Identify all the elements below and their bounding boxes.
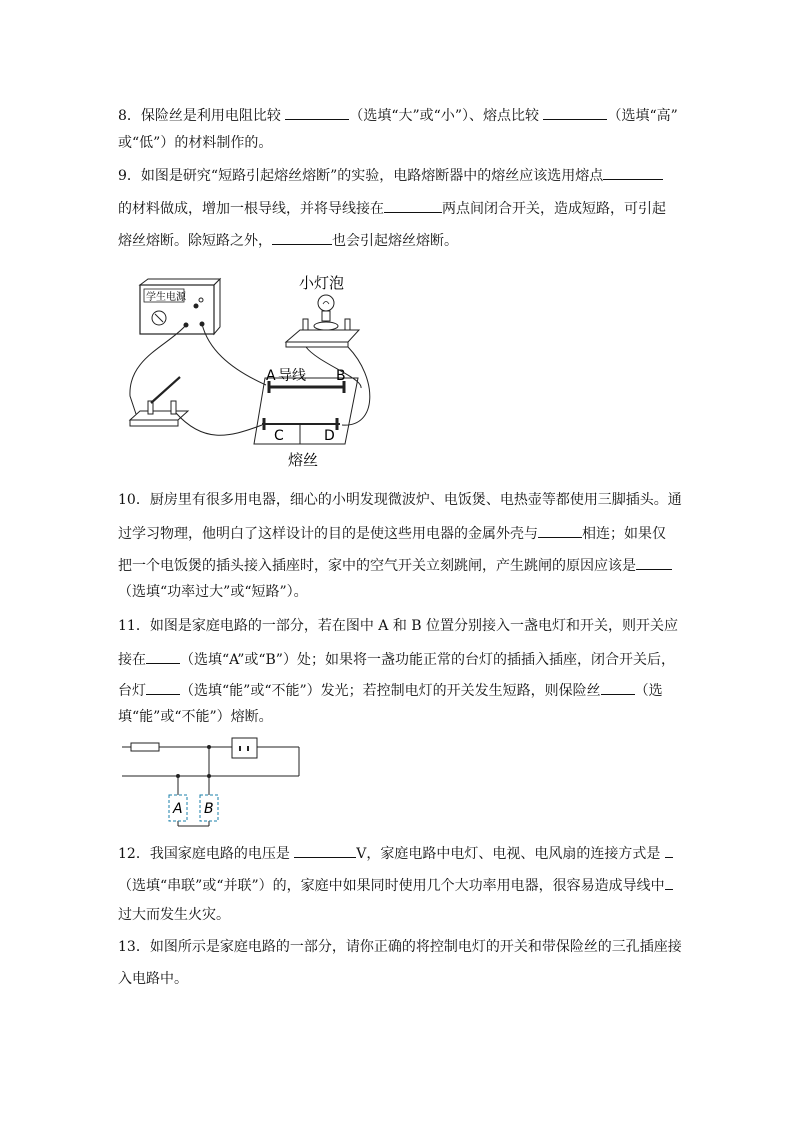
question-11-line-3: 台灯 （选填“能”或“不能”）发光；若控制电灯的开关发生短路，则保险丝 （选 <box>118 680 678 700</box>
answer-blank[interactable] <box>384 198 442 213</box>
label-B: B <box>204 801 214 817</box>
household-circuit-figure <box>118 735 308 827</box>
answer-blank[interactable] <box>285 105 349 120</box>
answer-blank[interactable] <box>543 105 607 120</box>
answer-blank[interactable] <box>601 680 635 695</box>
fuse-label: 熔丝 <box>288 451 319 469</box>
point-A: A <box>266 368 276 384</box>
question-10-line-1: 10．厨房里有很多用电器，细心的小明发现微波炉、电饭煲、电热壶等都使用三脚插头。通 <box>118 492 682 508</box>
answer-blank[interactable] <box>665 875 673 890</box>
question-12-line-3: 过大而发生火灾。 <box>118 907 230 923</box>
short-circuit-experiment-figure <box>118 268 388 473</box>
wire-label: 导线 <box>278 368 306 384</box>
answer-blank[interactable] <box>538 523 582 538</box>
light-bulb-board <box>286 274 359 347</box>
question-9-line-2: 的材料做成，增加一根导线，并将导线接在 两点间闭合开关，造成短路，可引起 <box>118 198 678 218</box>
point-B: B <box>336 368 346 384</box>
question-12-line-1: 12．我国家庭电路的电压是 V，家庭电路中电灯、电视、电风扇的连接方式是 <box>118 843 678 863</box>
question-8-line-2: 或“低”）的材料制作的。 <box>118 135 273 151</box>
answer-blank[interactable] <box>665 843 673 858</box>
answer-blank[interactable] <box>603 165 663 180</box>
label-A: A <box>173 801 183 817</box>
answer-blank[interactable] <box>146 680 180 695</box>
question-8-line-1: 8．保险丝是利用电阻比较 （选填“大”或“小”）、熔点比较 （选填“高” <box>118 105 678 125</box>
question-9-line-1: 9．如图是研究“短路引起熔丝熔断”的实验，电路熔断器中的熔丝应该选用熔点 <box>118 165 678 185</box>
question-10-line-4: （选填“功率过大”或“短路”）。 <box>118 584 308 600</box>
question-11-line-1: 11．如图是家庭电路的一部分，若在图中 A 和 B 位置分别接入一盏电灯和开关，则开关应 <box>118 618 679 634</box>
question-10-line-2: 过学习物理，他明白了这样设计的目的是使这些用电器的金属外壳与 相连；如果仅 <box>118 523 678 543</box>
question-10-line-3: 把一个电饭煲的插头接入插座时，家中的空气开关立刻跳闸，产生跳闸的原因应该是 <box>118 555 678 575</box>
power-label: 学生电源 <box>146 292 186 303</box>
question-11-line-4: 填“能”或“不能”）熔断。 <box>118 709 273 725</box>
answer-blank[interactable] <box>272 230 332 245</box>
point-D: D <box>324 428 335 444</box>
student-power-supply <box>140 279 220 334</box>
answer-blank[interactable] <box>636 555 672 570</box>
fuse-icon <box>131 743 159 751</box>
question-13-line-2: 入电路中。 <box>118 971 188 987</box>
answer-blank[interactable] <box>146 649 180 664</box>
question-12-line-2: （选填“串联”或“并联”）的，家庭中如果同时使用几个大功率用电器，很容易造成导线中 <box>118 875 678 895</box>
point-C: C <box>274 428 284 444</box>
answer-blank[interactable] <box>294 843 356 858</box>
knife-switch <box>130 377 188 426</box>
bulb-label: 小灯泡 <box>299 274 345 292</box>
question-13-line-1: 13．如图所示是家庭电路的一部分，请你正确的将控制电灯的开关和带保险丝的三孔插座接 <box>118 939 682 955</box>
socket-icon <box>232 738 257 758</box>
question-11-line-2: 接在 （选填“A”或“B”）处；如果将一盏功能正常的台灯的插插入插座，闭合开关后， <box>118 649 678 669</box>
fuse-board <box>254 367 358 469</box>
question-9-line-3: 熔丝熔断。除短路之外， 也会引起熔丝熔断。 <box>118 230 678 250</box>
